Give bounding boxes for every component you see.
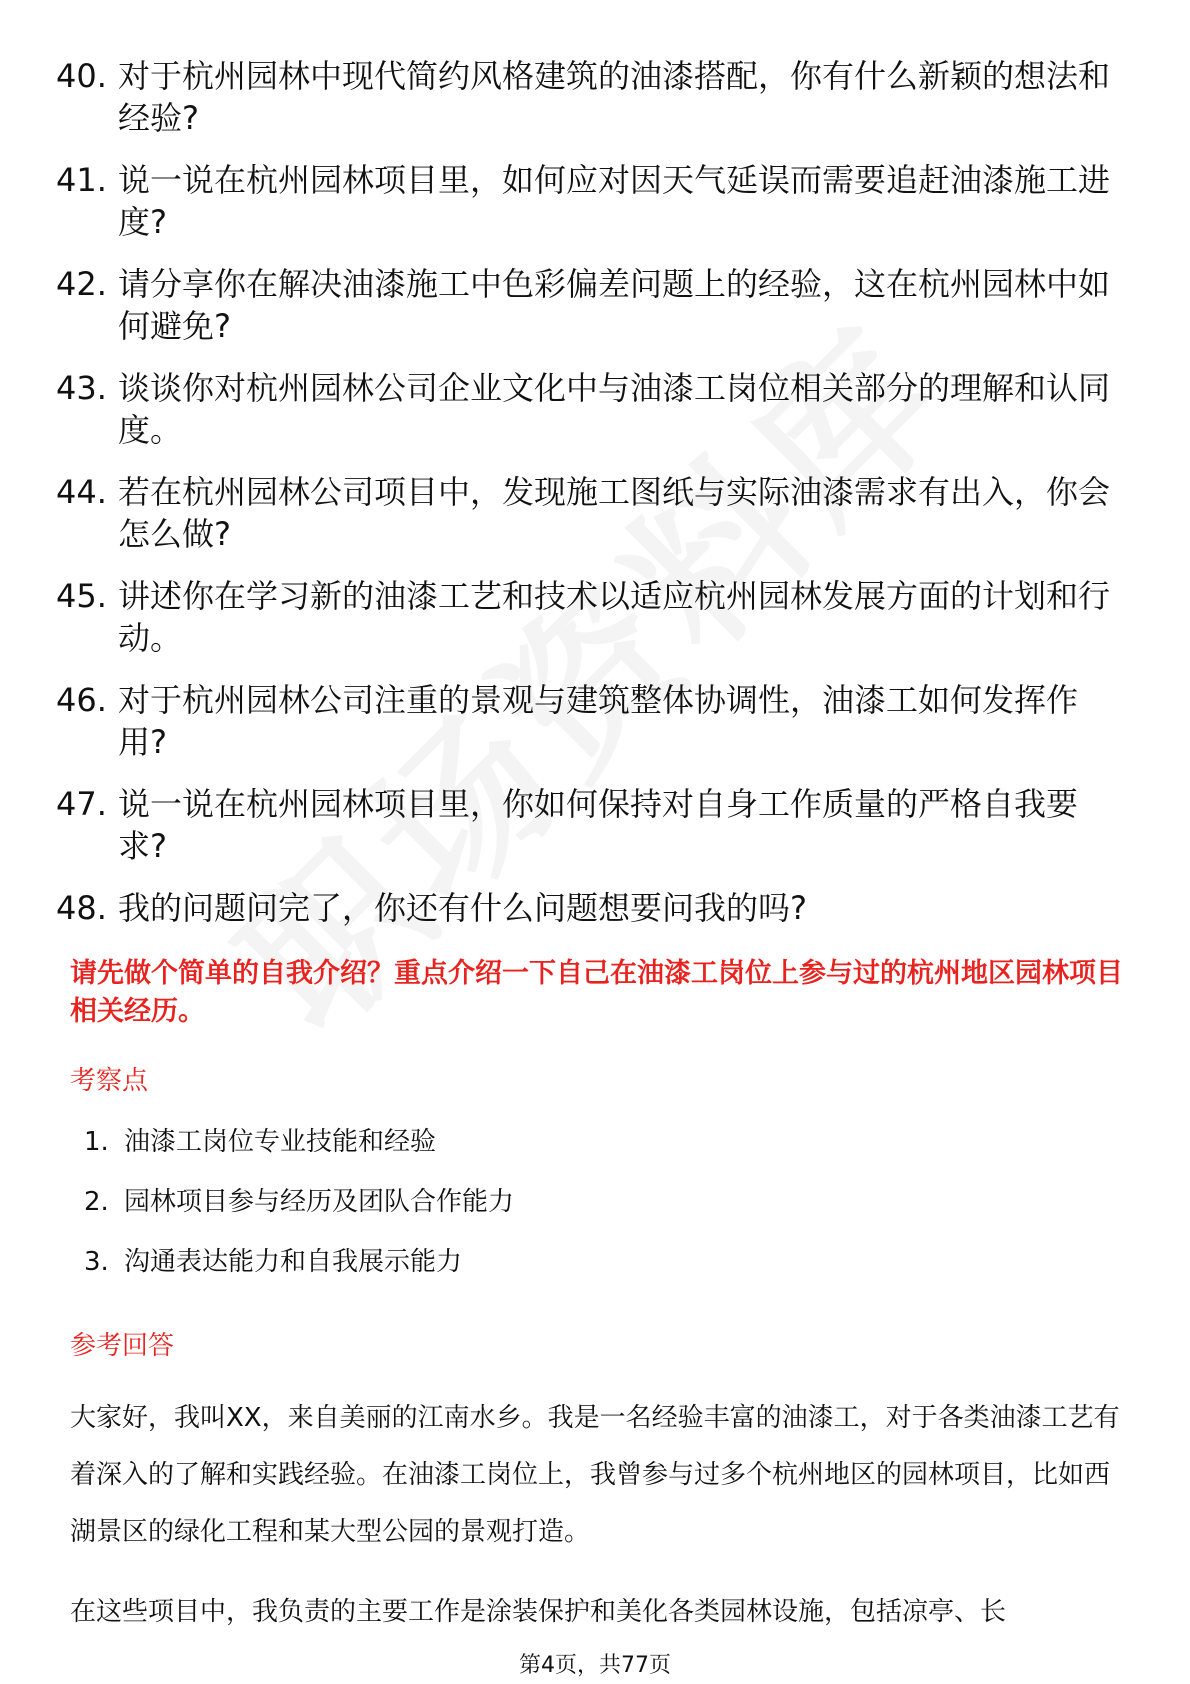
focus-point — [70, 1245, 514, 1279]
question-number: 48. — [56, 889, 107, 927]
question-text: 讲述你在学习新的油漆工艺和技术以适应杭州园林发展方面的计划和行动。 — [118, 577, 1111, 657]
question-item — [56, 263, 1126, 347]
answer-title: 参考回答 — [70, 1331, 175, 1361]
question-text: 对于杭州园林中现代简约风格建筑的油漆搭配，你有什么新颖的想法和经验? — [118, 57, 1111, 137]
question-text: 我的问题问完了，你还有什么问题想要问我的吗? — [118, 889, 807, 927]
question-number: 41. — [56, 161, 107, 199]
question-item — [56, 679, 1126, 763]
question-item — [56, 783, 1126, 867]
question-item — [56, 55, 1126, 139]
focus-point — [70, 1185, 514, 1219]
question-number: 43. — [56, 369, 107, 407]
focus-point-number: 2. — [84, 1187, 109, 1217]
question-item — [56, 575, 1126, 659]
page-footer: 第4页，共77页 — [519, 1653, 671, 1678]
question-number: 42. — [56, 265, 107, 303]
question-item — [56, 471, 1126, 555]
question-number: 45. — [56, 577, 107, 615]
question-number: 47. — [56, 785, 107, 823]
question-item — [56, 887, 1126, 929]
focus-point-text: 沟通表达能力和自我展示能力 — [124, 1247, 463, 1277]
question-text: 对于杭州园林公司注重的景观与建筑整体协调性，油漆工如何发挥作用? — [118, 681, 1079, 761]
focus-point — [70, 1125, 514, 1159]
question-text: 若在杭州园林公司项目中，发现施工图纸与实际油漆需求有出入，你会怎么做? — [118, 473, 1111, 553]
answer-paragraph: 在这些项目中，我负责的主要工作是涂装保护和美化各类园林设施，包括凉亭、长 — [70, 1597, 1007, 1627]
question-number: 46. — [56, 681, 107, 719]
question-number: 44. — [56, 473, 107, 511]
question-text: 请分享你在解决油漆施工中色彩偏差问题上的经验，这在杭州园林中如何避免? — [118, 265, 1111, 345]
question-list — [56, 55, 1126, 949]
question-text: 说一说在杭州园林项目里，你如何保持对自身工作质量的严格自我要求? — [118, 785, 1079, 865]
focus-point-number: 1. — [84, 1127, 109, 1157]
focus-point-text: 园林项目参与经历及团队合作能力 — [124, 1187, 515, 1217]
question-number: 40. — [56, 57, 107, 95]
focus-title: 考察点 — [70, 1066, 149, 1096]
focus-points — [70, 1125, 514, 1305]
highlight-question: 请先做个简单的自我介绍？重点介绍一下自己在油漆工岗位上参与过的杭州地区园林项目相关经历。 — [70, 958, 1123, 1027]
question-item — [56, 367, 1126, 451]
question-text: 说一说在杭州园林项目里，如何应对因天气延误而需要追赶油漆施工进度? — [118, 161, 1111, 241]
answer-paragraph: 大家好，我叫XX，来自美丽的江南水乡。我是一名经验丰富的油漆工，对于各类油漆工艺有着深入的了解和实践经验。在油漆工岗位上，我曾参与过多个杭州地区的园林项目，比如西湖景区的绿化工程和某大型公园的景观打造。 — [70, 1403, 1120, 1547]
focus-point-text: 油漆工岗位专业技能和经验 — [124, 1127, 437, 1157]
question-text: 谈谈你对杭州园林公司企业文化中与油漆工岗位相关部分的理解和认同度。 — [118, 369, 1111, 449]
focus-point-number: 3. — [84, 1247, 109, 1277]
question-item — [56, 159, 1126, 243]
